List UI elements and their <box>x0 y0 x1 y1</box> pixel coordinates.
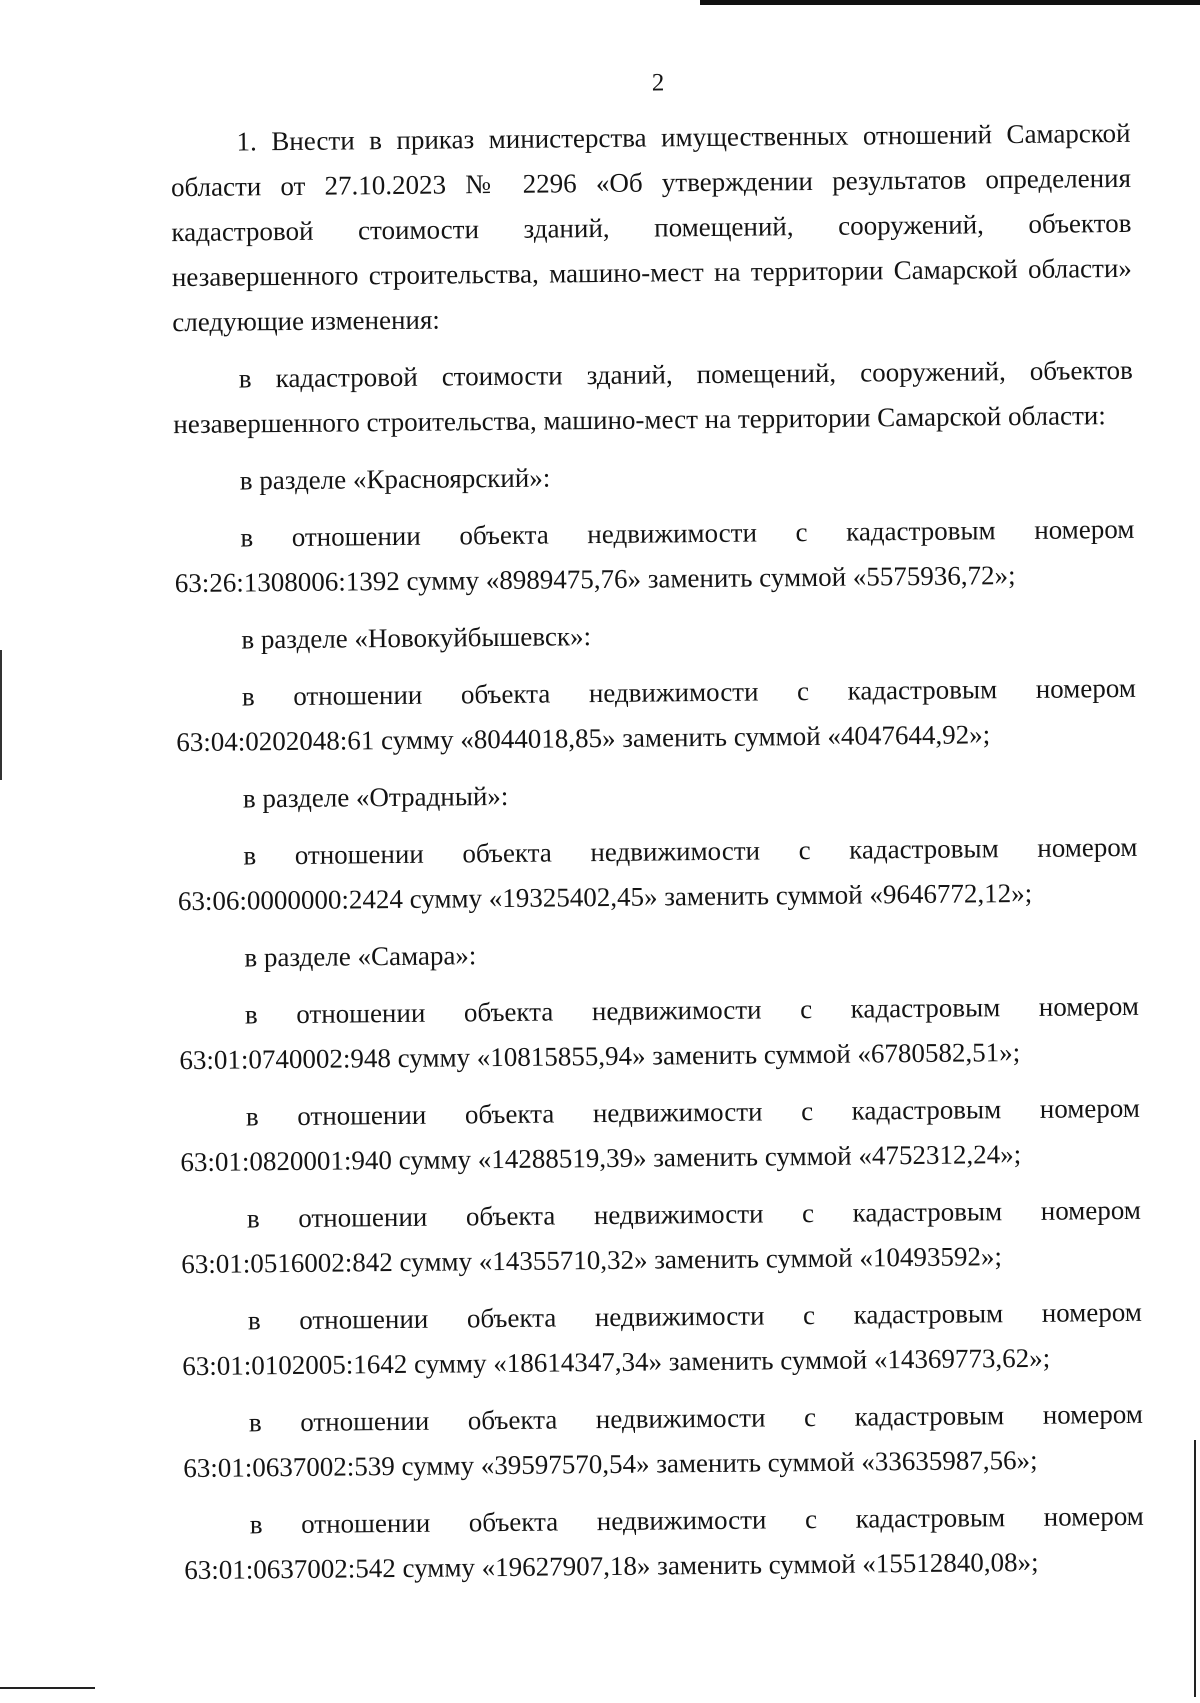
entry-text: 63:01:0820001:940 сумму «14288519,39» заменить суммой «4752312,24»; <box>180 1139 1022 1178</box>
amendment-entry <box>180 1086 1141 1185</box>
entry-text: 63:01:0637002:539 сумму «39597570,54» заменить суммой «33635987,56»; <box>183 1444 1038 1484</box>
entry-text: 63:04:0202048:61 сумму «8044018,85» заменить суммой «4047644,92»; <box>176 719 991 758</box>
section-heading: в разделе «Самара»: <box>244 940 477 973</box>
entry-prefix: в отношении объекта недвижимости с кадастровым номером <box>244 990 1140 1030</box>
entry-text: 63:26:1308006:1392 сумму «8989475,76» заменить суммой «5575936,72»; <box>174 560 1016 599</box>
amendment-entry <box>181 1188 1142 1287</box>
page-number: 2 <box>651 69 665 97</box>
entry-prefix: в отношении объекта недвижимости с кадастровым номером <box>245 1092 1141 1132</box>
amendment-entry <box>184 1494 1145 1593</box>
section-heading: в разделе «Новокуйбышевск»: <box>241 621 592 655</box>
entry-prefix: в отношении объекта недвижимости с кадастровым номером <box>249 1500 1144 1540</box>
amendment-entry <box>183 1392 1144 1491</box>
section-heading: в разделе «Красноярский»: <box>239 462 551 496</box>
scan-edge-left <box>0 650 2 780</box>
entry-prefix: в отношении объекта недвижимости с кадастровым номером <box>243 831 1138 871</box>
amendment-entry <box>177 825 1138 924</box>
entry-text: 63:06:0000000:2424 сумму «19325402,45» заменить суммой «9646772,12»; <box>177 877 1033 917</box>
sub-paragraph: в кадастровой стоимости зданий, помещений, сооружений, объектов незавершенного строительства, машино-мест на территории Самарской области: <box>173 354 1133 440</box>
entry-prefix: в отношении объекта недвижимости с кадастровым номером <box>248 1398 1143 1438</box>
entry-prefix: в отношении объекта недвижимости с кадастровым номером <box>246 1194 1142 1234</box>
entry-prefix: в отношении объекта недвижимости с кадастровым номером <box>240 513 1135 553</box>
entry-text: 63:01:0637002:542 сумму «19627907,18» заменить суммой «15512840,08»; <box>184 1546 1039 1586</box>
entry-text: 63:01:0516002:842 сумму «14355710,32» заменить суммой «10493592»; <box>181 1241 1003 1280</box>
intro-paragraph: 1. Внести в приказ министерства имущественных отношений Самарской области от 27.10.2023 № 2296 «Об утверждении результатов определения кадастровой стоимости зданий, помещений, сооружений, объектов незавершенного строительства, машино-мест на территории Самарской области» следующие изменения: <box>170 117 1132 338</box>
amendment-entry <box>179 984 1140 1083</box>
amendment-entry <box>182 1290 1143 1389</box>
entry-prefix: в отношении объекта недвижимости с кадастровым номером <box>247 1296 1142 1336</box>
section-heading: в разделе «Отрадный»: <box>242 780 509 814</box>
amendment-entry <box>176 666 1137 765</box>
entry-text: 63:01:0102005:1642 сумму «18614347,34» заменить суммой «14369773,62»; <box>182 1342 1051 1382</box>
amendment-entry <box>174 507 1135 606</box>
document-body <box>170 111 1144 1605</box>
entry-text: 63:01:0740002:948 сумму «10815855,94» заменить суммой «6780582,51»; <box>179 1037 1021 1076</box>
entry-prefix: в отношении объекта недвижимости с кадастровым номером <box>241 672 1137 712</box>
